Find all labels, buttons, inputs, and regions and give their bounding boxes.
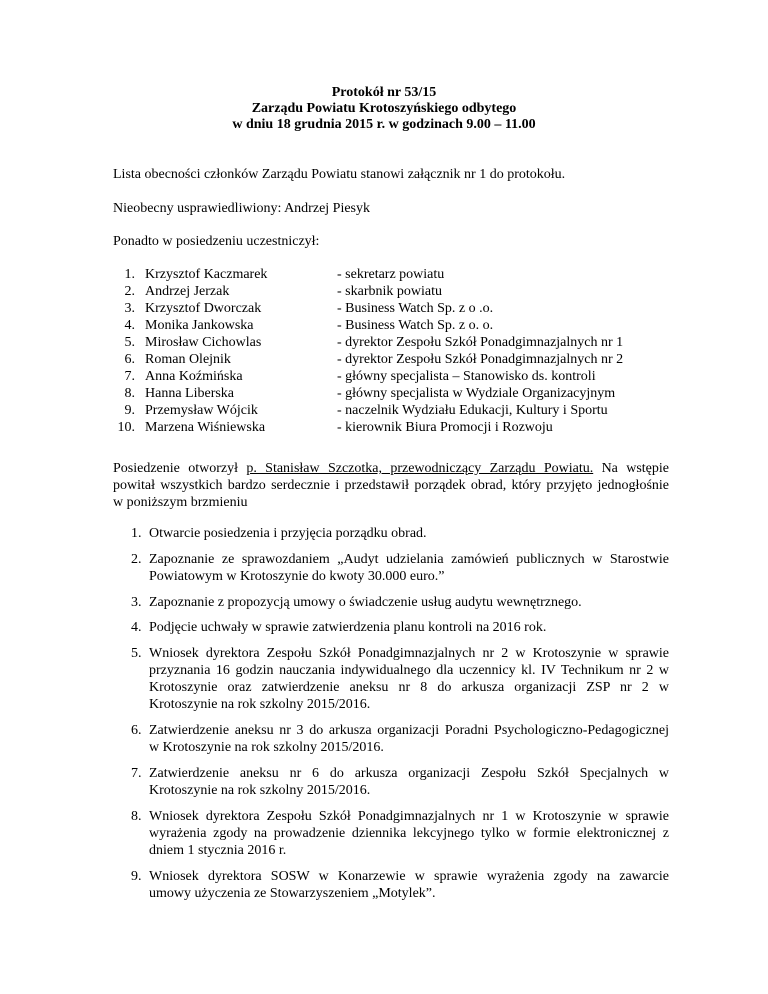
participant-row [113,385,713,402]
participant-number: 7. [124,369,135,384]
agenda-item-text: dniem 1 stycznia 2016 r. [149,843,287,858]
agenda-item-text: w Krotoszynie na rok szkolny 2015/2016. [149,740,384,755]
agenda-item-text: Powiatowym w Krotoszynie do kwoty 30.000 euro.” [149,569,445,584]
participant-number: 5. [124,335,135,350]
opening-rest: Na wstępie [593,461,669,476]
participant-name: Hanna Liberska [145,386,235,401]
agenda-item-text: Krotoszynie na rok szkolny 2015/2016. [149,783,371,798]
participant-name: Przemysław Wójcik [145,403,258,418]
participant-role: - główny specjalista w Wydziale Organizacyjnym [337,386,616,401]
participant-role: - sekretarz powiatu [337,267,445,282]
agenda-item [131,594,669,611]
agenda-item-number: 1. [131,526,142,541]
title-line-3: w dniu 18 grudnia 2015 r. w godzinach 9.00 – 11.00 [232,117,536,132]
agenda-item-number: 5. [131,646,142,661]
agenda-item [131,808,669,859]
opening-paragraph [113,460,669,511]
agenda-item [131,722,669,756]
participant-number: 6. [124,352,135,367]
agenda-item [131,551,669,585]
agenda-item [131,868,669,902]
participant-name: Marzena Wiśniewska [145,420,266,435]
agenda-item-text: Zatwierdzenie aneksu nr 6 do arkusza organizacji Zespołu Szkół Specjalnych w [149,766,669,781]
participant-row [113,283,713,300]
agenda-item-text: Podjęcie uchwały w sprawie zatwierdzenia planu kontroli na 2016 rok. [149,620,547,635]
participant-row [113,351,713,368]
participant-number: 1. [124,267,135,282]
participant-number: 3. [124,301,135,316]
agenda-item-text: Krotoszynie oraz zatwierdzenie aneksu nr 8 do arkusza organizacji ZSP nr 2 w [149,680,669,695]
participant-name: Andrzej Jerzak [145,284,230,299]
opening-lead: Posiedzenie otworzył [113,461,247,476]
agenda-item-text: Zatwierdzenie aneksu nr 3 do arkusza organizacji Poradni Psychologiczno-Pedagogicznej [149,723,669,738]
participant-number: 8. [124,386,135,401]
participants-list [113,266,713,436]
participant-role: - główny specjalista – Stanowisko ds. kontroli [337,369,596,384]
participant-number: 2. [124,284,135,299]
participant-number: 10. [117,420,135,435]
agenda-item-text: Zapoznanie ze sprawozdaniem „Audyt udzielania zamówień publicznych w Starostwie [149,552,669,567]
agenda-item [131,619,669,636]
participant-role: - kierownik Biura Promocji i Rozwoju [337,420,553,435]
agenda-item-text: Wniosek dyrektora Zespołu Szkół Ponadgimnazjalnych nr 1 w Krotoszynie w sprawie [149,809,669,824]
agenda-item-text: Krotoszynie na rok szkolny 2015/2016. [149,697,371,712]
participant-row [113,300,713,317]
agenda-item-number: 4. [131,620,142,635]
participant-role: - naczelnik Wydziału Edukacji, Kultury i Sportu [337,403,608,418]
agenda-item-number: 9. [131,869,142,884]
agenda-item-number: 2. [131,552,142,567]
opening-line-2: powitał wszystkich bardzo serdecznie i przedstawił porządek obrad, który przyjęto jednogłośnie [113,478,669,493]
opening-line-1 [113,460,669,477]
agenda-item-number: 6. [131,723,142,738]
agenda-item-number: 8. [131,809,142,824]
agenda-list [131,525,669,902]
participant-role: - dyrektor Zespołu Szkół Ponadgimnazjalnych nr 2 [337,352,624,367]
agenda-item-text: wyrażenia zgody na prowadzenie dziennika lekcyjnego tylko w formie elektronicznej z [149,826,669,841]
participant-role: - Business Watch Sp. z o. o. [337,318,494,333]
participant-name: Anna Koźmińska [145,369,243,384]
agenda-item-text: umowy użyczenia ze Stowarzyszeniem „Motylek”. [149,886,436,901]
opening-line-3: w poniższym brzmieniu [113,495,248,510]
participant-name: Krzysztof Dworczak [145,301,262,316]
participant-role: - skarbnik powiatu [337,284,442,299]
participant-number: 9. [124,403,135,418]
agenda-item [131,765,669,799]
agenda-item-text: Wniosek dyrektora SOSW w Konarzewie w sprawie wyrażenia zgody na zawarcie [149,869,669,884]
agenda-item-text: przyznania 16 godzin nauczania indywidualnego dla uczennicy kl. IV Technikum nr 2 w [149,663,669,678]
agenda-item [131,645,669,713]
agenda-item-number: 7. [131,766,142,781]
participant-name: Roman Olejnik [145,352,231,367]
absent-note: Nieobecny usprawiedliwiony: Andrzej Piesyk [113,201,371,216]
agenda-item-number: 3. [131,595,142,610]
agenda-item-text: Zapoznanie z propozycją umowy o świadczenie usług audytu wewnętrznego. [149,595,582,610]
participant-row [113,334,713,351]
agenda-item-text: Wniosek dyrektora Zespołu Szkół Ponadgimnazjalnych nr 2 w Krotoszynie w sprawie [149,646,669,661]
chairperson: p. Stanisław Szczotka, przewodniczący Zarządu Powiatu. [246,461,594,476]
participant-row [113,402,713,419]
attendance-list-note: Lista obecności członków Zarządu Powiatu stanowi załącznik nr 1 do protokołu. [113,167,566,182]
participant-number: 4. [124,318,135,333]
title-line-1: Protokół nr 53/15 [331,85,437,100]
participant-name: Mirosław Cichowlas [145,335,262,350]
document-title [0,85,768,133]
participants-intro: Ponadto w posiedzeniu uczestniczył: [113,234,320,249]
agenda-item [131,525,669,542]
participant-name: Monika Jankowska [145,318,254,333]
title-line-2: Zarządu Powiatu Krotoszyńskiego odbytego [251,101,517,116]
participant-name: Krzysztof Kaczmarek [145,267,268,282]
participant-row [113,317,713,334]
participant-row [113,419,713,436]
participant-row [113,266,713,283]
agenda-item-text: Otwarcie posiedzenia i przyjęcia porządku obrad. [149,526,427,541]
participant-role: - dyrektor Zespołu Szkół Ponadgimnazjalnych nr 1 [337,335,624,350]
participant-role: - Business Watch Sp. z o .o. [337,301,494,316]
participant-row [113,368,713,385]
